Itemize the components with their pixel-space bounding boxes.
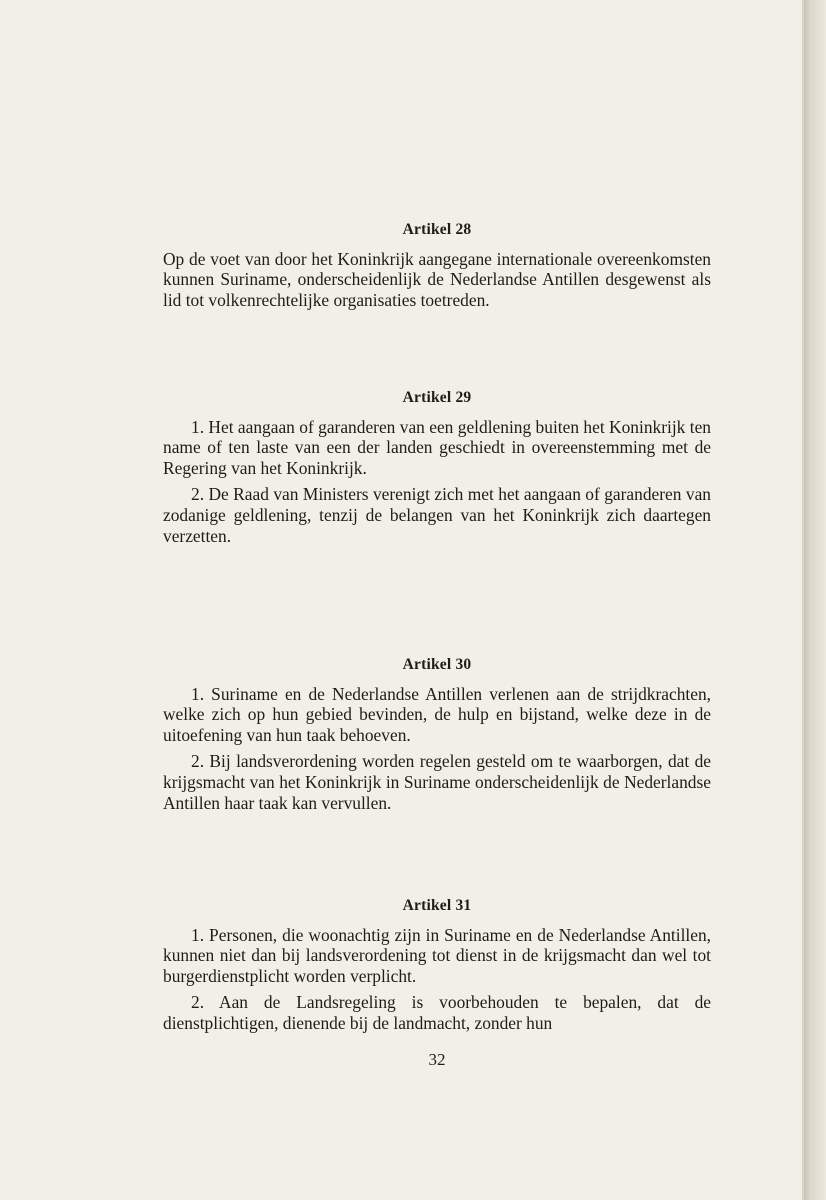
page-edge bbox=[804, 0, 826, 1200]
article-paragraph: 2. De Raad van Ministers verenigt zich met het aangaan of garanderen van zodanige geldlening, tenzij de belangen van het Koninkrijk zich daartegen verzetten. bbox=[163, 484, 711, 546]
article-heading: Artikel 31 bbox=[402, 897, 472, 914]
article-heading: Artikel 30 bbox=[402, 656, 472, 673]
article-29 bbox=[163, 388, 711, 552]
page-number: 32 bbox=[428, 1050, 446, 1069]
article-heading: Artikel 29 bbox=[402, 389, 472, 406]
article-28 bbox=[163, 220, 711, 316]
article-31 bbox=[163, 896, 711, 1040]
article-paragraph: Op de voet van door het Koninkrijk aangegane internationale overeenkomsten kunnen Suriname, onderscheidenlijk de Nederlandse Antillen desgewenst als lid tot volkenrechtelijke organisaties toetreden. bbox=[163, 248, 711, 310]
article-paragraph: 1. Suriname en de Nederlandse Antillen verlenen aan de strijdkrachten, welke zich op hun gebied bevinden, de hulp en bijstand, welke deze in de uitoefening van hun taak behoeven. bbox=[163, 683, 711, 745]
article-paragraph: 1. Het aangaan of garanderen van een geldlening buiten het Koninkrijk ten name of ten laste van een der landen geschiedt in overeenstemming met de Regering van het Koninkrijk. bbox=[163, 416, 711, 478]
article-paragraph: 2. Bij landsverordening worden regelen gesteld om te waarborgen, dat de krijgsmacht van het Koninkrijk in Suriname onderscheidenlijk de Nederlandse Antillen haar taak kan vervullen. bbox=[163, 751, 711, 813]
article-paragraph: 1. Personen, die woonachtig zijn in Suriname en de Nederlandse Antillen, kunnen niet dan bij landsverordening tot dienst in de krijgsmacht dan wel tot burgerdienstplicht worden verplicht. bbox=[163, 924, 711, 986]
article-30 bbox=[163, 655, 711, 819]
article-heading: Artikel 28 bbox=[402, 221, 472, 238]
article-paragraph: 2. Aan de Landsregeling is voorbehouden te bepalen, dat de dienstplichtigen, dienende bij de landmacht, zonder hun bbox=[163, 992, 711, 1033]
